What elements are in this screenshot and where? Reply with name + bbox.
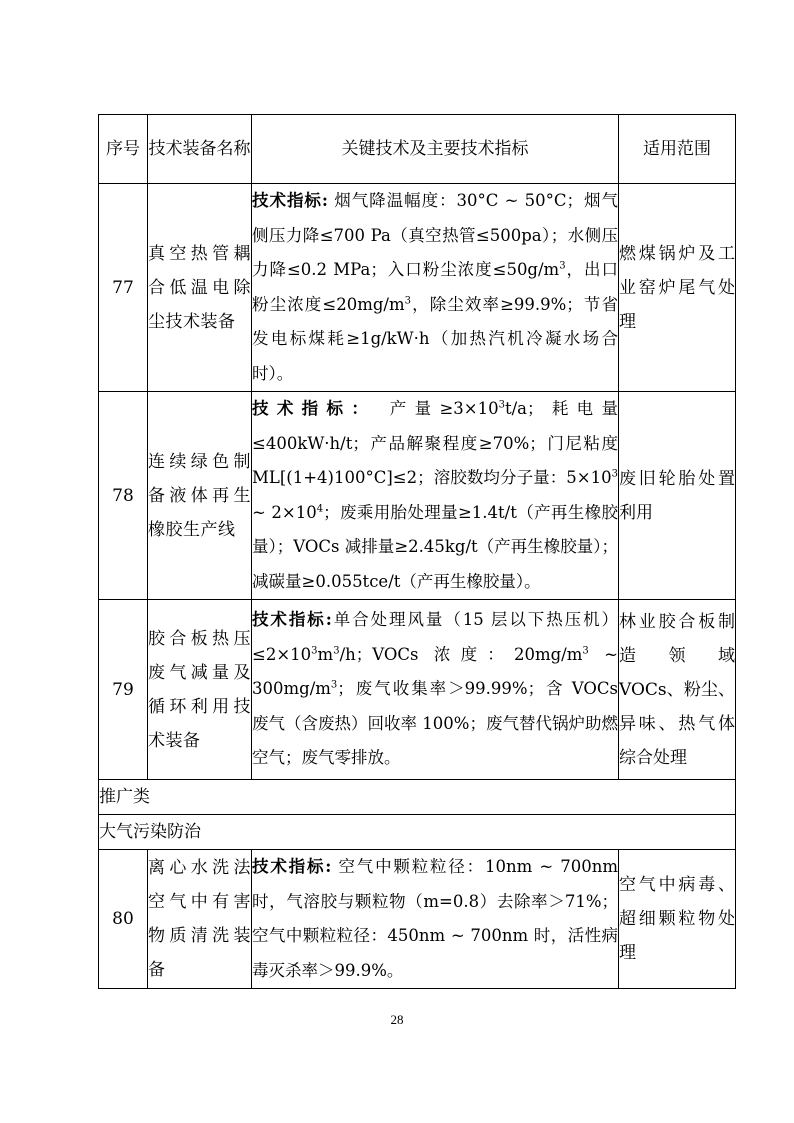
tech-label: 技术指标: bbox=[252, 191, 328, 210]
section-subheading: 大气污染防治 bbox=[99, 815, 736, 850]
table-row bbox=[99, 850, 736, 989]
section-row bbox=[99, 780, 736, 815]
table-row bbox=[99, 392, 736, 600]
row-tech bbox=[252, 850, 619, 989]
equipment-table bbox=[98, 114, 736, 989]
table-row bbox=[99, 184, 736, 392]
row-num: 79 bbox=[99, 600, 148, 780]
tech-text: ，除尘效率≥99.9%；节省发电标煤耗≥1g/kW·h（加热汽机冷凝水场合时）。 bbox=[252, 294, 619, 383]
tech-sup: 3 bbox=[311, 645, 318, 657]
table-row bbox=[99, 600, 736, 780]
row-name: 胶合板热压废气减量及循环利用技术装备 bbox=[148, 600, 252, 780]
tech-sup: 3 bbox=[330, 679, 338, 691]
table-header-row bbox=[99, 115, 736, 184]
tech-label: 技术指标： bbox=[252, 399, 377, 418]
tech-text: ；废乘用胎处理量≥1.4t/t（产再生橡胶量）；VOCs 减排量≥2.45kg/t（产再生橡胶量）；减碳量≥0.055tce/t（产再生橡胶量）。 bbox=[252, 502, 618, 591]
tech-text: m bbox=[317, 644, 334, 664]
header-tech: 关键技术及主要技术指标 bbox=[252, 115, 619, 184]
tech-sup: 4 bbox=[316, 503, 324, 514]
tech-sup: 3 bbox=[404, 295, 411, 306]
tech-text: /h；VOCs 浓度：20mg/m bbox=[339, 644, 583, 664]
tech-sup: 3 bbox=[582, 645, 589, 657]
tech-text: 单合处理风量（15 层以下热压机）≤2×10 bbox=[252, 610, 618, 664]
row-name: 离心水洗法空气中有害物质清洗装备 bbox=[148, 850, 252, 989]
tech-sup: 3 bbox=[611, 468, 618, 480]
row-num: 80 bbox=[99, 850, 148, 989]
row-scope: 林业胶合板制造领域 VOCs、粉尘、异味、热气体综合处理 bbox=[619, 600, 736, 780]
row-scope: 空气中病毒、超细颗粒物处理 bbox=[619, 850, 736, 989]
tech-label: 技术指标: bbox=[252, 857, 332, 876]
tech-text: 产量≥3×10 bbox=[376, 399, 499, 418]
tech-text: ~ 300mg/m bbox=[252, 644, 618, 699]
tech-sup: 3 bbox=[559, 260, 566, 272]
tech-sup: 3 bbox=[333, 645, 340, 657]
row-tech bbox=[252, 600, 619, 780]
row-num: 78 bbox=[99, 392, 148, 600]
row-scope: 废旧轮胎处置利用 bbox=[619, 392, 736, 600]
section-row bbox=[99, 815, 736, 850]
tech-text: t/a；耗电量≤400kW·h/t；产品解聚程度≥70%；门尼粘度ML[(1+4)100°C]≤2；溶胶数均分子量：5×10 bbox=[252, 399, 619, 487]
row-name: 真空热管耦合低温电除尘技术装备 bbox=[148, 184, 252, 392]
header-name: 技术装备名称 bbox=[148, 115, 252, 184]
section-heading: 推广类 bbox=[99, 780, 736, 815]
tech-text: 空气中颗粒粒径：10nm ~ 700nm 时，气溶胶与颗粒物（m=0.8）去除率＞71%；空气中颗粒粒径：450nm ~ 700nm 时，活性病毒灭杀率＞99.9%。 bbox=[252, 857, 618, 980]
row-scope: 燃煤锅炉及工业窑炉尾气处理 bbox=[619, 184, 736, 392]
header-scope: 适用范围 bbox=[619, 115, 736, 184]
tech-text: ；废气收集率＞99.99%；含 VOCs 废气（含废热）回收率 100%；废气替代锅炉助燃空气；废气零排放。 bbox=[252, 679, 618, 768]
row-tech bbox=[252, 184, 619, 392]
page-number: 28 bbox=[390, 1012, 404, 1027]
tech-text: ~ 2×10 bbox=[252, 502, 317, 522]
header-num: 序号 bbox=[99, 115, 148, 184]
row-num: 77 bbox=[99, 184, 148, 392]
row-tech bbox=[252, 392, 619, 600]
tech-text: 烟气降温幅度：30°C ~ 50°C；烟气侧压力降≤700 Pa（真空热管≤500pa）；水侧压力降≤0.2 MPa；入口粉尘浓度≤50g/m bbox=[252, 191, 618, 279]
tech-sup: 3 bbox=[498, 399, 505, 411]
tech-label: 技术指标: bbox=[252, 610, 332, 630]
tech-text: ，出口粉尘浓度≤20mg/m bbox=[252, 260, 618, 314]
row-name: 连续绿色制备液体再生橡胶生产线 bbox=[148, 392, 252, 600]
